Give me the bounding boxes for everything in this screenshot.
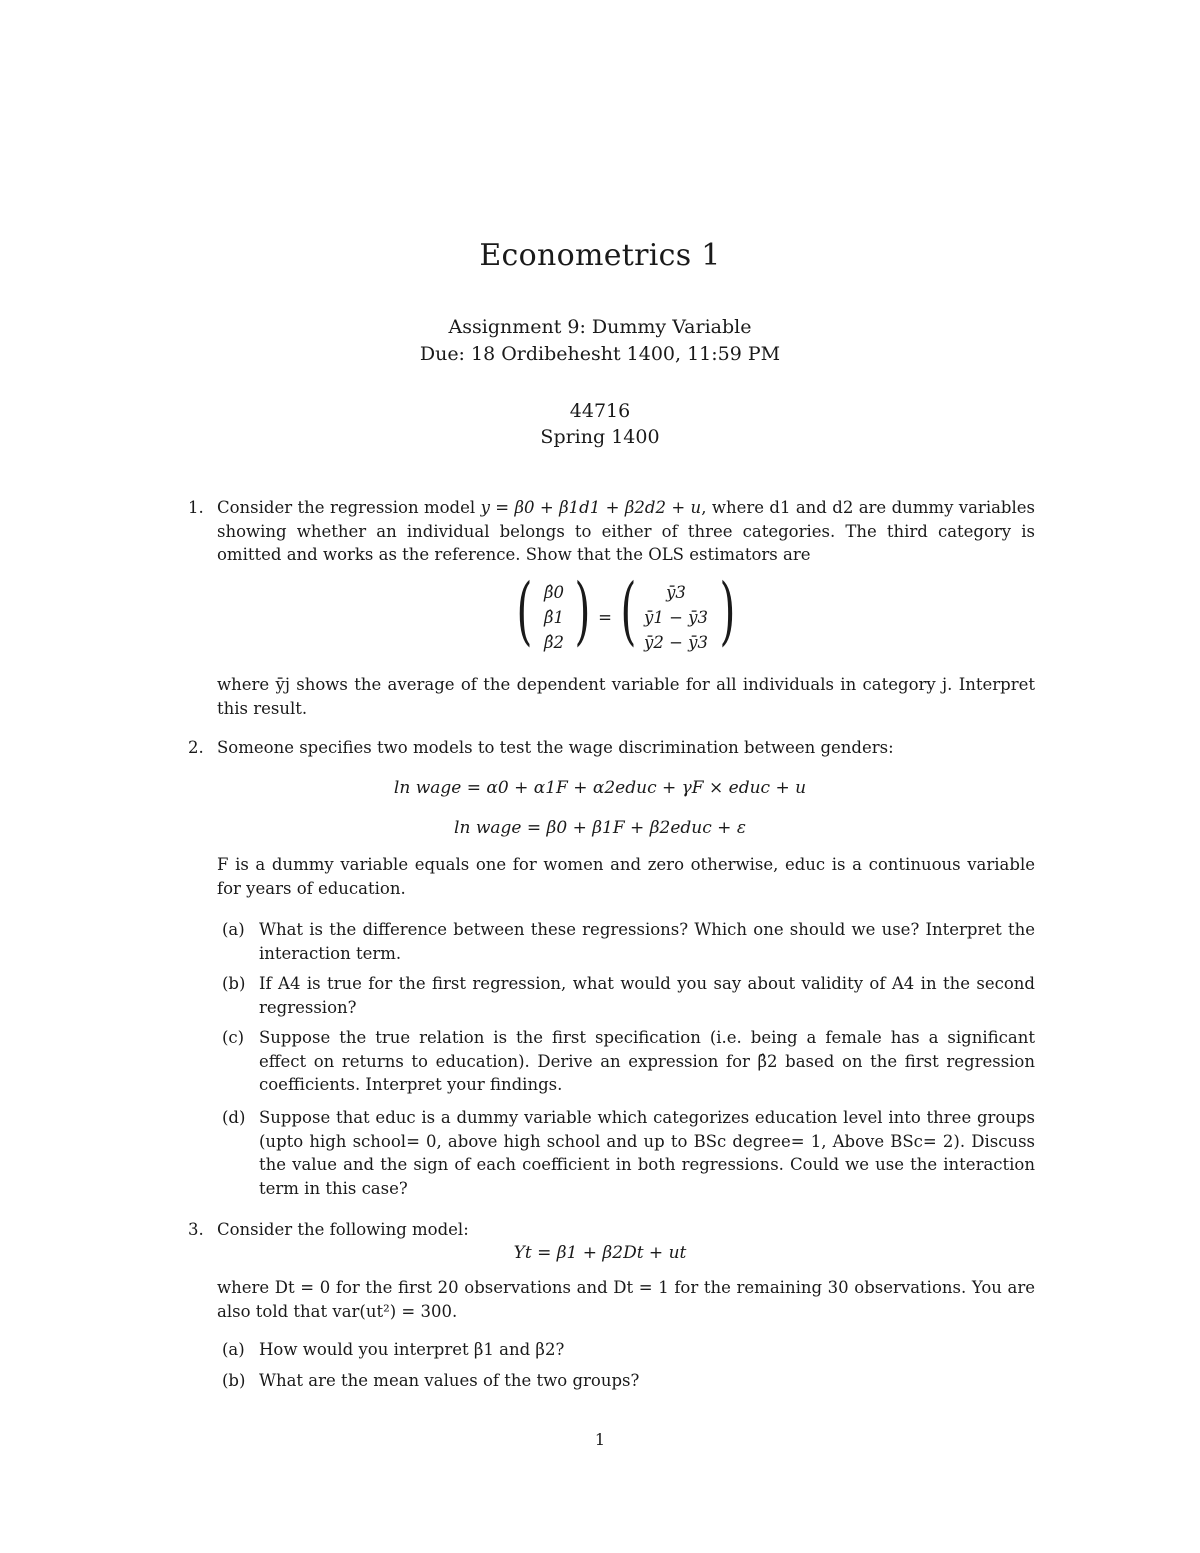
q3-equation: Yt = β1 + β2Dt + ut — [513, 1243, 687, 1263]
q1-model: y = β0 + β1d1 + β2d2 + u — [480, 498, 702, 517]
q1-intro: Consider the regression model — [217, 498, 481, 517]
q2-intro: Someone specifies two models to test the wage discrimination between genders: — [217, 738, 894, 757]
q2a-text: What is the difference between these regressions? Which one should we use? Interpret the interaction term. — [259, 920, 1035, 963]
q3b-text: What are the mean values of the two groups? — [259, 1371, 640, 1390]
q1-after: where ȳj shows the average of the dependent variable for all individuals in category j. Interpret this result. — [217, 675, 1035, 718]
q1-lhs: β̂0 β̂1 β̂2 — [543, 583, 565, 652]
q1-rest: , where d1 and d2 are dummy variables showing whether an individual belongs to either of three categories. The third category is omitted and works as the reference. Show that the OLS estimators are — [217, 498, 1036, 564]
q3-number: 3. — [188, 1220, 204, 1239]
q1-estimator-matrix: ( β̂0 β̂1 β̂2 ) = ( ȳ3 ȳ1 − ȳ3 ȳ2 − ȳ3 ) — [516, 568, 736, 654]
q3a-text: How would you interpret β1 and β2? — [259, 1340, 565, 1359]
q3-intro: Consider the following model: — [217, 1220, 469, 1239]
q1-rhs: ȳ3 ȳ1 − ȳ3 ȳ2 − ȳ3 — [644, 583, 708, 652]
q3-description: where Dt = 0 for the first 20 observations and Dt = 1 for the remaining 30 observations. You are also told that var(ut²) = 300. — [217, 1278, 1035, 1321]
q2-description: F is a dummy variable equals one for women and zero otherwise, educ is a continuous variable for years of education. — [217, 855, 1035, 898]
q2b-label: (b) — [222, 974, 246, 993]
q2-equation-2: ln wage = β0 + β1F + β2educ + ε — [454, 818, 746, 838]
q2c-text: Suppose the true relation is the first specification (i.e. being a female has a significant effect on returns to education). Derive an expression for β̂2 based on the first regression coefficients. Interpret your findings. — [259, 1028, 1035, 1094]
term: Spring 1400 — [540, 426, 660, 448]
q2d-label: (d) — [222, 1108, 246, 1127]
due-line: Due: 18 Ordibehesht 1400, 11:59 PM — [419, 343, 781, 365]
q2-equation-1: ln wage = α0 + α1F + α2educ + γF × educ + u — [393, 778, 807, 798]
assignment-line: Assignment 9: Dummy Variable — [448, 316, 752, 338]
q1-text — [217, 496, 1035, 567]
course-id: 44716 — [569, 400, 631, 422]
q1-number: 1. — [188, 498, 204, 517]
q2a-label: (a) — [222, 920, 245, 939]
q2-number: 2. — [188, 738, 204, 757]
q2b-text: If A4 is true for the first regression, what would you say about validity of A4 in the second regression? — [259, 974, 1035, 1017]
q2d-text: Suppose that educ is a dummy variable which categorizes education level into three groups (upto high school= 0, above high school and up to BSc degree= 1, Above BSc= 2). Discuss the value and the sign of each coefficient in both regressions. Could we use the interaction term in this case? — [259, 1108, 1035, 1198]
q1-equals: = — [598, 608, 612, 627]
document-title: Econometrics 1 — [479, 238, 721, 273]
page-number: 1 — [594, 1430, 606, 1449]
q3a-label: (a) — [222, 1340, 245, 1359]
q2c-label: (c) — [222, 1028, 245, 1047]
q3b-label: (b) — [222, 1371, 246, 1390]
